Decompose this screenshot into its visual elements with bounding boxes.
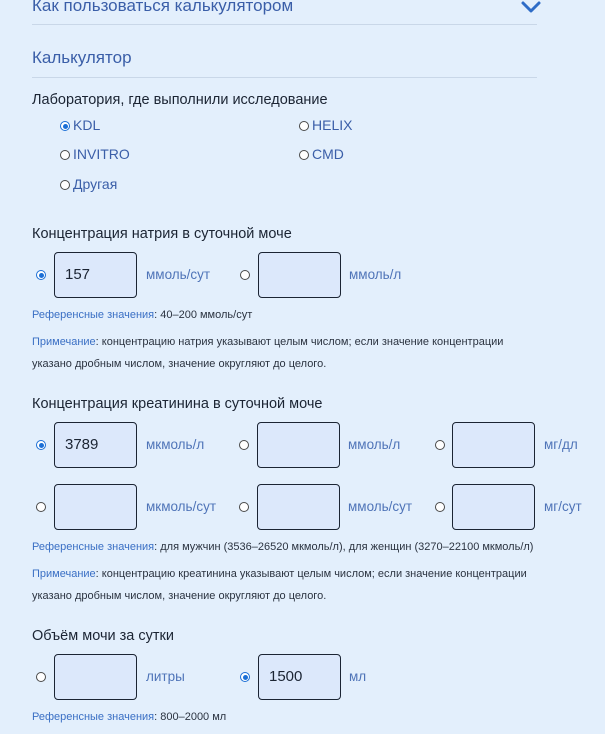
divider <box>32 77 537 78</box>
unit-label: литры <box>146 669 185 684</box>
radio-creatinine-umol-day[interactable] <box>36 502 46 512</box>
reference-text: : 40–200 ммоль/сут <box>154 309 253 321</box>
unit-label: ммоль/сут <box>146 267 211 282</box>
urine-input-ml[interactable]: 1500 <box>258 654 341 700</box>
creatinine-input-umol-day[interactable] <box>54 484 137 530</box>
radio-lab-invitro[interactable] <box>60 150 70 160</box>
creatinine-note-cont: указано дробным числом, значение округляют до целого. <box>32 590 327 602</box>
radio-urine-ml[interactable] <box>240 672 250 682</box>
radio-lab-kdl[interactable] <box>60 121 70 131</box>
sodium-note-cont: указано дробным числом, значение округляют до целого. <box>32 358 327 370</box>
lab-option-label[interactable]: INVITRO <box>73 146 130 162</box>
radio-lab-other[interactable] <box>60 180 70 190</box>
radio-lab-cmd[interactable] <box>299 150 309 160</box>
unit-label: ммоль/сут <box>348 499 413 514</box>
radio-creatinine-umol-l[interactable] <box>36 440 46 450</box>
radio-creatinine-mg-day[interactable] <box>435 502 445 512</box>
urine-input-liters[interactable] <box>54 654 137 700</box>
note-label: Примечание <box>32 336 96 348</box>
urine-volume-label: Объём мочи за сутки <box>32 628 174 644</box>
unit-label: ммоль/л <box>348 437 401 452</box>
reference-text: : для мужчин (3536–26520 мкмоль/л), для женщин (3270–22100 мкмоль/л) <box>154 541 534 553</box>
sodium-note <box>32 331 503 353</box>
urine-reference <box>32 706 226 728</box>
reference-label: Референсные значения <box>32 711 155 723</box>
creatinine-input-mg-dl[interactable] <box>452 422 535 468</box>
note-text: : концентрацию натрия указывают целым числом; если значение концентрации <box>95 336 504 348</box>
reference-label: Референсные значения <box>32 309 155 321</box>
lab-option-label[interactable]: CMD <box>312 146 344 162</box>
creatinine-input-mmol-day[interactable] <box>257 484 340 530</box>
radio-creatinine-mmol-l[interactable] <box>239 440 249 450</box>
sodium-input-mmol-day[interactable]: 157 <box>54 252 137 298</box>
creatinine-input-mg-day[interactable] <box>452 484 535 530</box>
chevron-down-icon[interactable] <box>519 0 543 16</box>
creatinine-input-mmol-l[interactable] <box>257 422 340 468</box>
sodium-reference <box>32 304 252 326</box>
radio-urine-liters[interactable] <box>36 672 46 682</box>
reference-label: Референсные значения <box>32 541 155 553</box>
lab-option-label[interactable]: KDL <box>73 117 101 133</box>
unit-label: мкмоль/сут <box>146 499 217 514</box>
sodium-input-mmol-l[interactable] <box>258 252 341 298</box>
lab-option-label[interactable]: HELIX <box>312 117 353 133</box>
laboratory-label: Лаборатория, где выполнили исследование <box>32 92 328 108</box>
calculator-title: Калькулятор <box>32 48 132 67</box>
creatinine-reference <box>32 536 533 558</box>
creatinine-label: Концентрация креатинина в суточной моче <box>32 396 323 412</box>
radio-creatinine-mg-dl[interactable] <box>435 440 445 450</box>
unit-label: мкмоль/л <box>146 437 205 452</box>
note-label: Примечание <box>32 568 96 580</box>
creatinine-input-umol-l[interactable]: 3789 <box>54 422 137 468</box>
divider <box>32 24 537 25</box>
accordion-title[interactable]: Как пользоваться калькулятором <box>32 0 294 15</box>
radio-sodium-mmol-day[interactable] <box>36 270 46 280</box>
radio-lab-helix[interactable] <box>299 121 309 131</box>
reference-text: : 800–2000 мл <box>154 711 227 723</box>
unit-label: ммоль/л <box>349 267 402 282</box>
radio-creatinine-mmol-day[interactable] <box>239 502 249 512</box>
creatinine-note <box>32 563 527 585</box>
unit-label: мг/сут <box>544 499 582 514</box>
sodium-label: Концентрация натрия в суточной моче <box>32 226 292 242</box>
note-text: : концентрацию креатинина указывают целым числом; если значение концентрации <box>95 568 527 580</box>
unit-label: мл <box>349 669 367 684</box>
unit-label: мг/дл <box>544 437 578 452</box>
lab-option-label[interactable]: Другая <box>73 176 118 192</box>
radio-sodium-mmol-l[interactable] <box>240 270 250 280</box>
